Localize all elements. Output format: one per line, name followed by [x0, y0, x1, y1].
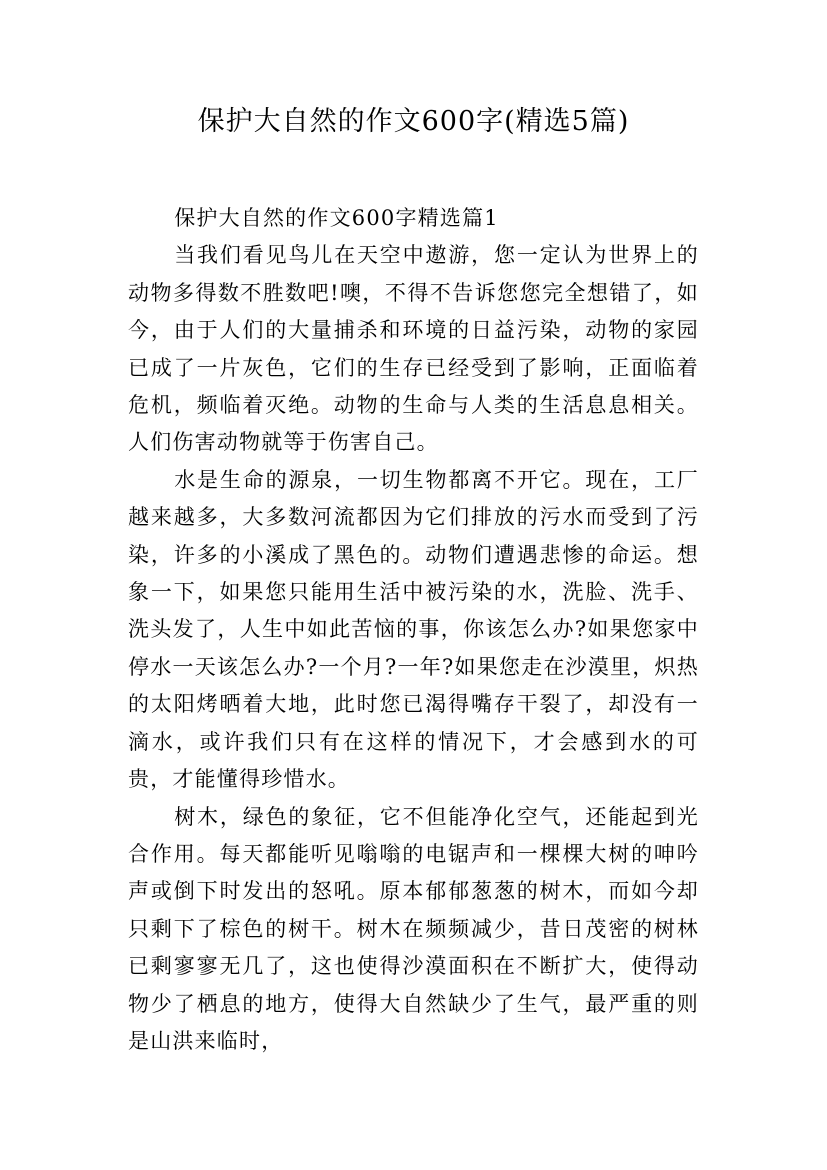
document-body [128, 200, 699, 1060]
paragraph: 水是生命的源泉，一切生物都离不开它。现在，工厂越来越多，大多数河流都因为它们排放的污水而受到了污染，许多的小溪成了黑色的。动物们遭遇悲惨的命运。想象一下，如果您只能用生活中被污染的水，洗脸、洗手、洗头发了，人生中如此苦恼的事，你该怎么办?如果您家中停水一天该怎么办?一个月?一年?如果您走在沙漠里，炽热的太阳烤晒着大地，此时您已渴得嘴存干裂了，却没有一滴水，或许我们只有在这样的情况下，才会感到水的可贵，才能懂得珍惜水。 [128, 467, 699, 792]
paragraph: 当我们看见鸟儿在天空中遨游，您一定认为世界上的动物多得数不胜数吧!噢，不得不告诉您您完全想错了，如今，由于人们的大量捕杀和环境的日益污染，动物的家园已成了一片灰色，它们的生存已经受到了影响，正面临着危机，频临着灭绝。动物的生命与人类的生活息息相关。人们伤害动物就等于伤害自己。 [128, 243, 699, 455]
document-title: 保护大自然的作文600字(精选5篇) [197, 106, 630, 137]
paragraph: 树木，绿色的象征，它不但能净化空气，还能起到光合作用。每天都能听见嗡嗡的电锯声和一棵棵大树的呻吟声或倒下时发出的怒吼。原本郁郁葱葱的树木，而如今却只剩下了棕色的树干。树木在频频减少，昔日茂密的树林已剩寥寥无几了，这也使得沙漠面积在不断扩大，使得动物少了栖息的地方，使得大自然缺少了生气，最严重的则是山洪来临时， [128, 804, 699, 1053]
section-heading: 保护大自然的作文600字精选篇1 [174, 206, 499, 230]
